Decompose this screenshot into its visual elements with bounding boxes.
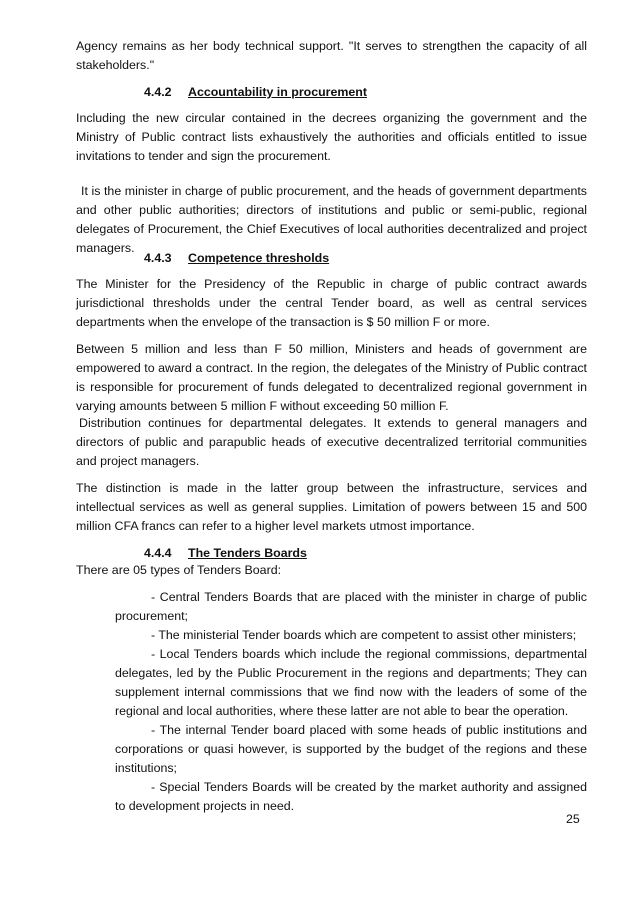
paragraph: Distribution continues for departmental delegates. It extends to general managers and directors of public and parapublic heads of executive decentralized territorial communities and project managers. bbox=[76, 416, 587, 468]
list-lead: There are 05 types of Tenders Board: bbox=[76, 563, 282, 577]
list-item: - The internal Tender board placed with some heads of public institutions and corporations or quasi however, is supported by the budget of the regions and these institutions; bbox=[115, 723, 587, 775]
section-title: The Tenders Boards bbox=[188, 546, 307, 560]
page-number: 25 bbox=[566, 812, 580, 826]
section-number: 4.4.4 bbox=[144, 546, 172, 560]
paragraph: The Minister for the Presidency of the Republic in charge of public contract awards jurisdictional thresholds under the central Tender board, as well as central services departments when the envelope of the transaction is $ 50 million F or more. bbox=[76, 277, 587, 329]
section-number: 4.4.3 bbox=[144, 251, 172, 265]
paragraph: Between 5 million and less than F 50 million, Ministers and heads of government are empowered to award a contract. In the region, the delegates of the Ministry of Public contract is responsible for procurement of funds delegated to decentralized regional government in varying amounts between 5 million F without exceeding 50 million F. bbox=[76, 342, 587, 413]
paragraph: Including the new circular contained in the decrees organizing the government and the Ministry of Public contract lists exhaustively the authorities and officials entitled to issue invitations to tender and sign the procurement. bbox=[76, 111, 587, 163]
section-number: 4.4.2 bbox=[144, 85, 172, 99]
list-item: - Local Tenders boards which include the regional commissions, departmental delegates, led by the Public Procurement in the regions and departments; They can supplement internal commissions that we find now with the leaders of some of the regional and local authorities, where these latter are not able to bear the operation. bbox=[115, 647, 587, 718]
list-item: - The ministerial Tender boards which are competent to assist other ministers; bbox=[151, 628, 577, 642]
section-title: Competence thresholds bbox=[188, 251, 330, 265]
tenders-board-list bbox=[115, 588, 587, 816]
paragraph: It is the minister in charge of public procurement, and the heads of government departments and other public authorities; directors of institutions and public or semi-public, regional delegates of Procurement, the Chief Executives of local authorities decentralized and project managers. bbox=[76, 184, 587, 255]
section-heading-4-4-2 bbox=[144, 83, 367, 102]
section-title: Accountability in procurement bbox=[188, 85, 367, 99]
list-item: - Central Tenders Boards that are placed with the minister in charge of public procurement; bbox=[115, 590, 587, 623]
list-item: - Special Tenders Boards will be created by the market authority and assigned to development projects in need. bbox=[115, 780, 587, 813]
paragraph: The distinction is made in the latter group between the infrastructure, services and intellectual services as well as general supplies. Limitation of powers between 15 and 500 million CFA francs can refer to a higher level markets utmost importance. bbox=[76, 481, 587, 533]
section-heading-4-4-3 bbox=[144, 249, 329, 268]
intro-paragraph: Agency remains as her body technical support. "It serves to strengthen the capacity of all stakeholders." bbox=[76, 39, 587, 72]
